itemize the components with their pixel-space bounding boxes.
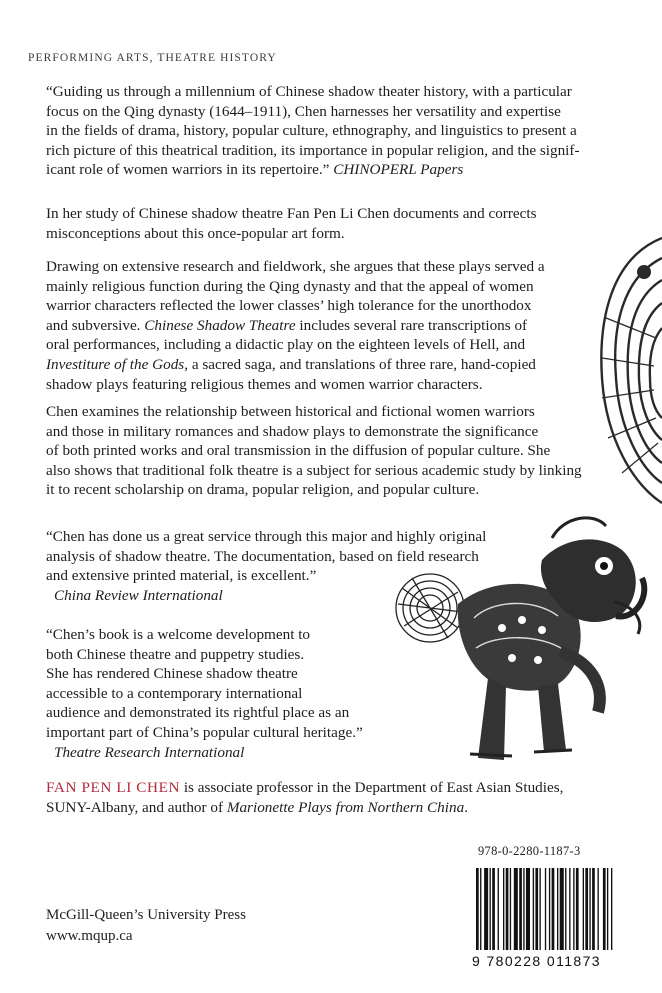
blurb-quote <box>46 82 580 180</box>
publisher-info <box>46 905 246 947</box>
paragraph-text: and subversive. <box>46 316 141 334</box>
quote-line: important part of China’s popular cultural heritage.” <box>46 723 363 741</box>
author-bio <box>46 778 563 817</box>
analysis-paragraph <box>46 402 582 500</box>
quote-line: focus on the Qing dynasty (1644–1911), Chen harnesses her versatility and expertise <box>46 102 561 120</box>
quote-line: both Chinese theatre and puppetry studies. <box>46 645 305 663</box>
paragraph-line: Chen examines the relationship between historical and fictional women warriors <box>46 403 535 420</box>
quote-line: “Chen has done us a great service through this major and highly original <box>46 528 487 545</box>
author-bio-text: is associate professor in the Department of East Asian Studies, <box>180 779 564 796</box>
paragraph-line: warrior characters reflected the lower classes’ high tolerance for the unorthodox <box>46 297 532 315</box>
isbn-number: 978-0-2280-1187-3 <box>478 844 581 858</box>
quote-text: icant role of women warriors in its repertoire.” <box>46 161 330 179</box>
quote-source: Theatre Research International <box>54 743 245 761</box>
paragraph-line: it to recent scholarship on drama, popular religion, and popular culture. <box>46 481 480 499</box>
quote-line: accessible to a contemporary international <box>46 684 303 702</box>
shadow-puppet-fan-icon <box>592 228 662 508</box>
book-category: PERFORMING ARTS, THEATRE HISTORY <box>28 52 277 64</box>
paragraph-line <box>46 316 545 336</box>
intro-line: misconceptions about this once-popular art form. <box>46 224 345 242</box>
research-paragraph <box>46 257 545 394</box>
intro-paragraph <box>46 204 537 243</box>
quote-line: rich picture of this theatrical tradition, its importance in popular religion, and the signif- <box>46 141 580 159</box>
paragraph-text: , a sacred saga, and translations of three rare, hand-copied <box>184 355 536 373</box>
intro-line: In her study of Chinese shadow theatre Fan Pen Li Chen documents and corrects <box>46 205 537 222</box>
quote-line: and extensive printed material, is excellent.” <box>46 567 317 585</box>
paragraph-line <box>46 355 545 375</box>
publisher-url: www.mqup.ca <box>46 928 133 944</box>
author-name: FAN PEN LI CHEN <box>46 779 181 796</box>
paragraph-line: mainly religious function during the Qing dynasty and that the appeal of women <box>46 277 534 295</box>
review-quote-theatre-research <box>46 625 363 762</box>
paragraph-line: Drawing on extensive research and fieldwork, she argues that these plays served a <box>46 258 545 275</box>
quote-line: analysis of shadow theatre. The documentation, based on field research <box>46 547 479 565</box>
barcode-digits: 9 780228 011873 <box>472 953 601 969</box>
paragraph-line: oral performances, including a didactic play on the eighteen levels of Hell, and <box>46 336 526 354</box>
quote-line: “Guiding us through a millennium of Chinese shadow theater history, with a particular <box>46 83 572 100</box>
quote-source: China Review International <box>54 586 223 604</box>
paragraph-line: of both printed works and oral transmission in the diffusion of popular culture. She <box>46 442 551 460</box>
paragraph-text: includes several rare transcriptions of <box>299 316 528 334</box>
paragraph-line: shadow plays featuring religious themes and women warrior characters. <box>46 375 483 393</box>
quote-source: CHINOPERL Papers <box>333 161 464 179</box>
publisher-name: McGill-Queen’s University Press <box>46 907 246 923</box>
paragraph-line: also shows that traditional folk theatre is a subject for serious academic study by linking <box>46 461 582 479</box>
author-bio-text: . <box>464 798 468 816</box>
quote-line <box>46 160 580 180</box>
author-bio-text: SUNY-Albany, and author of <box>46 798 227 816</box>
quote-line: in the fields of drama, history, popular culture, ethnography, and linguistics to present a <box>46 122 577 140</box>
quote-line: “Chen’s book is a welcome development to <box>46 626 311 643</box>
book-title: Chinese Shadow Theatre <box>144 316 296 334</box>
saga-title: Investiture of the Gods <box>46 355 185 373</box>
shadow-puppet-lion-icon <box>392 508 654 778</box>
quote-line: She has rendered Chinese shadow theatre <box>46 665 298 683</box>
quote-line: audience and demonstrated its rightful place as an <box>46 704 350 722</box>
author-book-title: Marionette Plays from Northern China <box>226 798 465 816</box>
paragraph-line: and those in military romances and shadow plays to demonstrate the significance <box>46 422 539 440</box>
